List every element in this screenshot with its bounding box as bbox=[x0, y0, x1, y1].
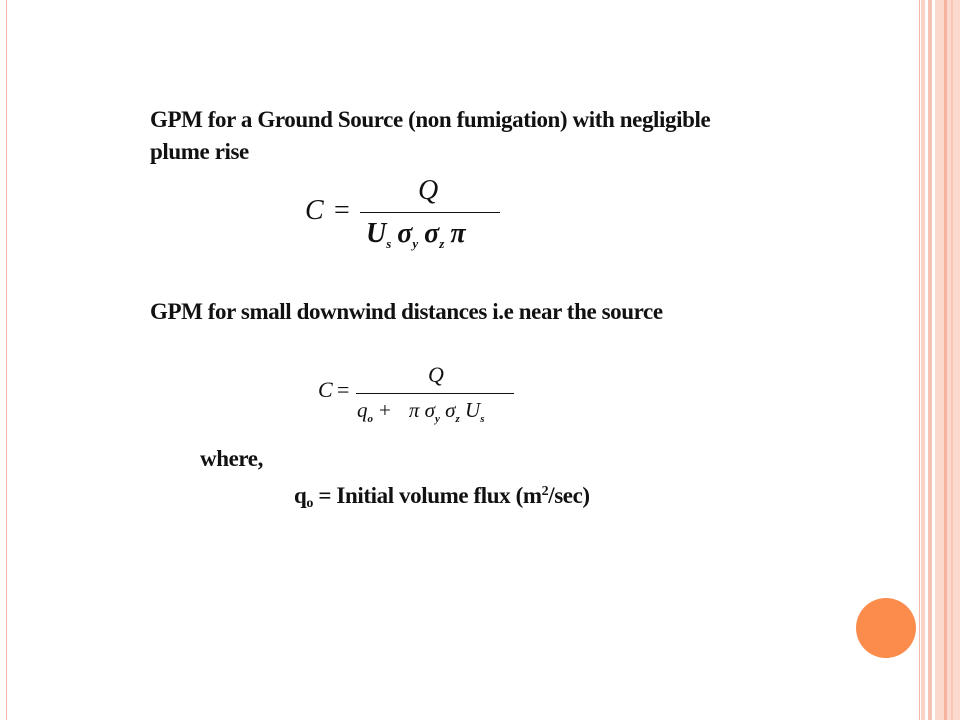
q0-symbol: q bbox=[294, 483, 307, 508]
q0-text-after: /sec) bbox=[548, 483, 590, 508]
formula2-U: U bbox=[465, 398, 481, 422]
formula1-denominator bbox=[366, 218, 466, 252]
formula1-U-sub: s bbox=[386, 236, 392, 251]
decorative-stripe bbox=[944, 0, 947, 720]
formula1-U: U bbox=[366, 218, 387, 249]
formula1-sigma-z-sub: z bbox=[439, 236, 445, 251]
formula1-sigma-z: σ bbox=[424, 218, 440, 249]
formula2-sigma-y: σ bbox=[424, 398, 435, 422]
formula2-sigma-y-sub: y bbox=[434, 413, 440, 425]
formula2-numerator: Q bbox=[428, 362, 444, 387]
decorative-stripe bbox=[928, 0, 932, 720]
formula2-pi: π bbox=[408, 398, 420, 422]
formula1-pi: π bbox=[450, 218, 466, 249]
formula1-sigma-y: σ bbox=[397, 218, 413, 249]
formula2-q: q bbox=[357, 398, 368, 422]
formula2-fraction-bar bbox=[356, 393, 514, 394]
decorative-stripe bbox=[935, 0, 960, 720]
accent-circle bbox=[856, 598, 916, 658]
q0-superscript: 2 bbox=[541, 484, 549, 499]
formula2-U-sub: s bbox=[480, 413, 485, 425]
q0-symbol-sub: o bbox=[306, 496, 314, 511]
formula2-denominator bbox=[357, 398, 484, 425]
formula2-plus: + bbox=[379, 398, 391, 422]
decorative-stripe bbox=[921, 0, 925, 720]
formula1-numerator: Q bbox=[418, 175, 439, 206]
decorative-stripe bbox=[951, 0, 953, 720]
formula2-q-sub: o bbox=[367, 413, 373, 425]
heading-small-downwind: GPM for small downwind distances i.e near the source bbox=[150, 299, 663, 324]
q0-definition bbox=[294, 475, 590, 520]
formula2-lhs: C bbox=[318, 377, 333, 402]
formula2-equals: = bbox=[337, 377, 350, 402]
formula2-sigma-z: σ bbox=[445, 398, 456, 422]
formula1-equals: = bbox=[334, 195, 350, 226]
formula1-fraction-bar bbox=[360, 212, 500, 213]
formula1-sigma-y-sub: y bbox=[412, 236, 419, 251]
q0-text-before: = Initial volume flux (m bbox=[313, 483, 542, 508]
formula1-lhs: C bbox=[305, 195, 324, 226]
heading-ground-source-line1: GPM for a Ground Source (non fumigation) with negligible bbox=[150, 107, 711, 132]
where-label: where, bbox=[200, 446, 263, 471]
heading-ground-source-line2: plume rise bbox=[150, 139, 249, 164]
formula2-sigma-z-sub: z bbox=[455, 413, 460, 425]
